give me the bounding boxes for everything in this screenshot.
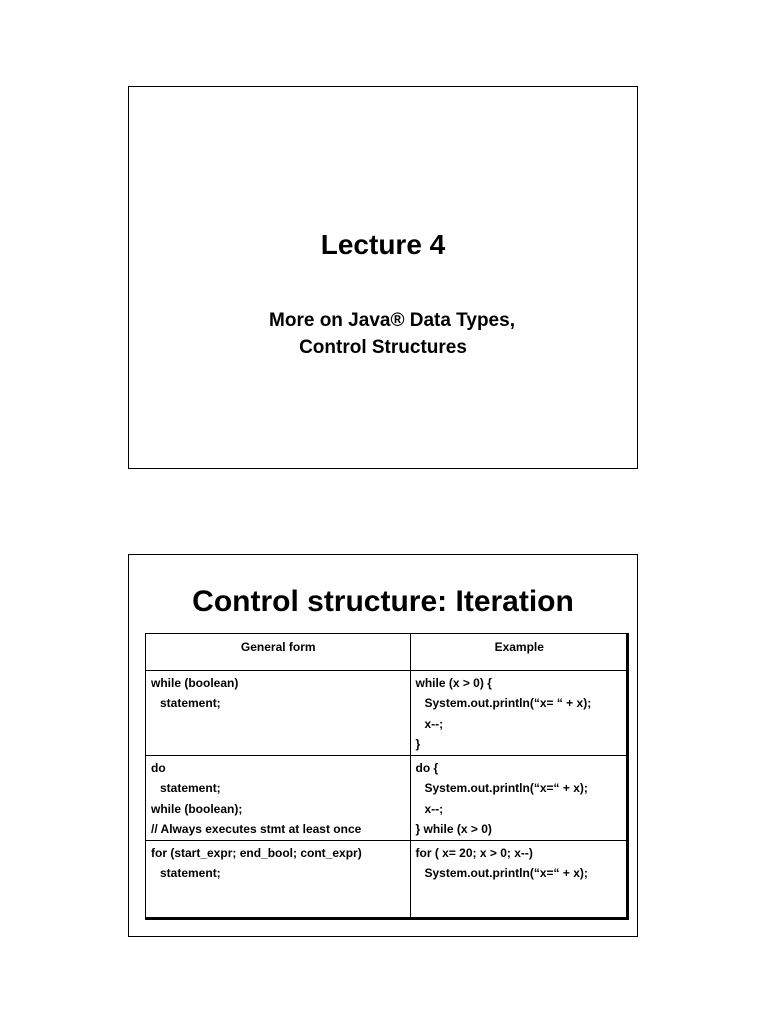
code-line: while (boolean); bbox=[151, 801, 243, 816]
lecture-title: Lecture 4 bbox=[320, 229, 446, 260]
code-line: statement; bbox=[160, 781, 221, 795]
table-row-while bbox=[146, 670, 627, 755]
code-line: while (boolean) bbox=[151, 675, 239, 690]
code-line: do bbox=[151, 760, 166, 775]
table-row-do-while bbox=[146, 755, 627, 840]
code-line: do { bbox=[415, 760, 439, 775]
column-header-example: Example bbox=[410, 634, 627, 670]
code-line: for ( x= 20; x > 0; x--) bbox=[415, 845, 533, 860]
code-line: for (start_expr; end_bool; cont_expr) bbox=[151, 845, 362, 860]
code-line: statement; bbox=[160, 696, 221, 710]
column-header-general-form: General form bbox=[146, 634, 410, 670]
iteration-table bbox=[146, 634, 627, 917]
slide-iteration bbox=[128, 554, 638, 937]
general-form-cell bbox=[146, 670, 410, 755]
code-line: System.out.println(“x=“ + x); bbox=[424, 781, 588, 795]
code-line: x--; bbox=[424, 716, 444, 731]
code-line: System.out.println(“x=“ + x); bbox=[424, 866, 588, 880]
code-comment: // Always executes stmt at least once bbox=[151, 822, 362, 836]
example-cell bbox=[410, 670, 627, 755]
general-form-cell bbox=[146, 840, 410, 917]
code-line: } bbox=[415, 737, 421, 751]
code-line: statement; bbox=[160, 866, 221, 880]
code-line: x--; bbox=[424, 801, 444, 816]
slide-lecture-title bbox=[128, 86, 638, 469]
example-cell bbox=[410, 840, 627, 917]
general-form-cell bbox=[146, 755, 410, 840]
slide-title: Control structure: Iteration bbox=[192, 585, 574, 618]
code-line: } while (x > 0) bbox=[415, 822, 492, 836]
example-cell bbox=[410, 755, 627, 840]
code-line: while (x > 0) { bbox=[415, 675, 492, 690]
table-header-row bbox=[146, 634, 627, 670]
lecture-subtitle-line-2: Control Structures bbox=[299, 337, 467, 358]
iteration-table-frame bbox=[145, 633, 629, 920]
table-row-for bbox=[146, 840, 627, 917]
code-line: System.out.println(“x= “ + x); bbox=[424, 696, 592, 710]
lecture-subtitle-line-1: More on Java® Data Types, bbox=[269, 310, 515, 331]
